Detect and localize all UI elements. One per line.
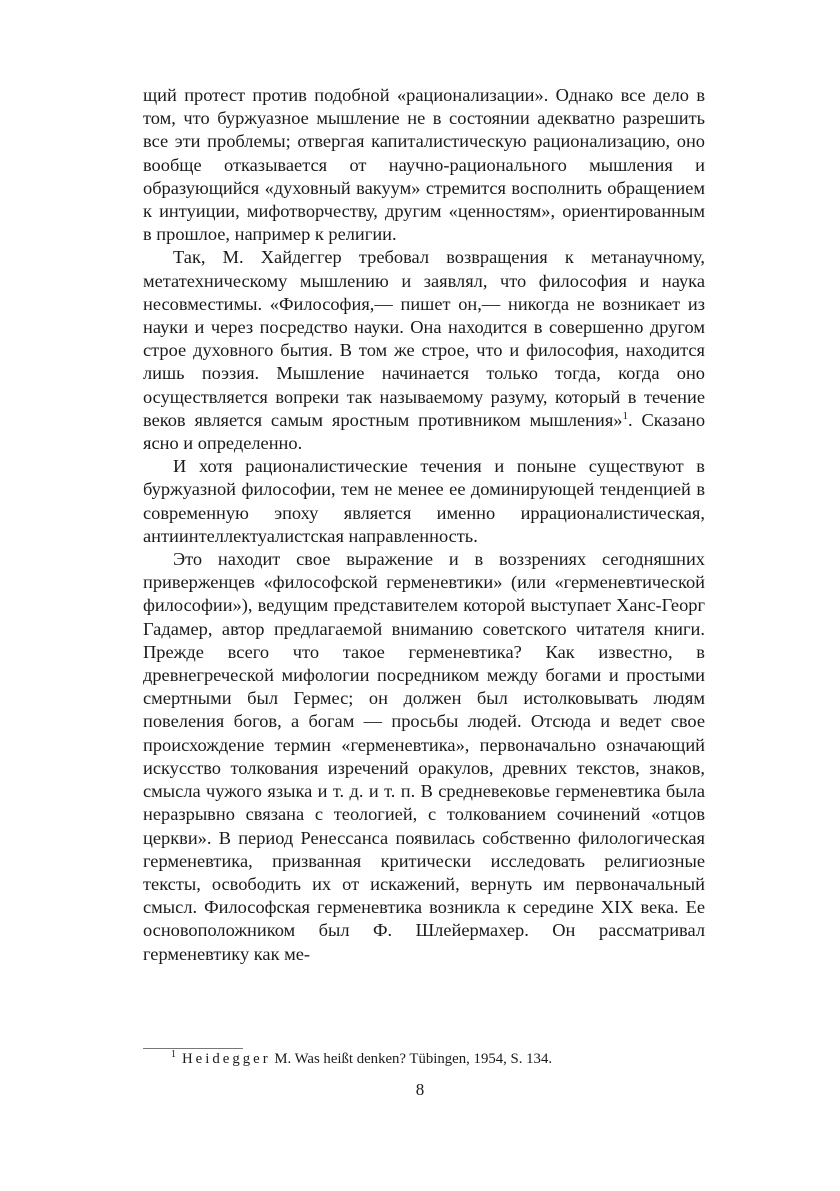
paragraph-1-text: щий протест против подобной «рационализации». Однако все дело в том, что буржуазное мышление не в состоянии адекватно разрешить все эти проблемы; отвергая капиталистическую рационализацию, оно вообще отказывается от научно-рационального мышления и образующийся «духовный вакуум» стремится восполнить обращением к интуиции, мифотворчеству, другим «ценностям», ориентированным в прошлое, например к религии. — [143, 85, 705, 245]
footnote-author: Heidegger — [182, 1051, 271, 1067]
footnote-reference: 1 — [622, 409, 629, 422]
paragraph-3-text: И хотя рационалистические течения и поныне существуют в буржуазной философии, тем не менее ее доминирующей тенденцией в современную эпоху является именно иррационалистическая, антиинтеллектуалистская направленность. — [143, 456, 705, 546]
paragraph-4 — [143, 548, 705, 966]
paragraph-2 — [143, 246, 705, 455]
paragraph-2-tail: . Сказано ясно и определенно. — [143, 409, 706, 454]
page-content — [143, 84, 705, 966]
footnote — [171, 1049, 711, 1069]
footnote-mark: 1 — [171, 1049, 176, 1061]
footnote-citation: M. Was heißt denken? Tübingen, 1954, S. 134. — [270, 1051, 553, 1067]
paragraph-1 — [143, 84, 705, 246]
body-text — [143, 84, 705, 966]
paragraph-4-text: Это находит свое выражение и в воззрениях сегодняшних приверженцев «философской герменевтики» (или «герменевтической философии»), ведущим представителем которой выступает Ханс-Георг Гадамер, автор предлагаемой вниманию советского читателя книги. Прежде всего что такое герменевтика? Как известно, в древнегреческой мифологии посредником между богами и простыми смертными был Гермес; он должен был истолковывать людям повеления богов, а богам — просьбы людей. Отсюда и ведет свое происхождение термин «герменевтика», первоначально означающий искусство толкования изречений оракулов, древних текстов, знаков, смысла чужого языка и т. д. и т. п. В средневековье герменевтика была неразрывно связана с теологией, с толкованием сочинений «отцов церкви». В период Ренессанса появилась собственно филологическая герменевтика, призванная критически исследовать религиозные тексты, освободить их от искажений, вернуть им первоначальный смысл. Философская герменевтика возникла к середине XIX века. Ее основоположником был Ф. Шлейермахер. Он рассматривал герменевтику как ме- — [143, 549, 705, 964]
page-number: 8 — [415, 1080, 425, 1099]
paragraph-3 — [143, 455, 705, 548]
paragraph-2-text: Так, М. Хайдеггер требовал возвращения к метанаучному, метатехническому мышлению и заявлял, что философия и наука несовместимы. «Философия,— пишет он,— никогда не возникает из науки и через посредство науки. Она находится в совершенно другом строе духовного бытия. В том же строе, что и философия, находится лишь поэзия. Мышление начинается только тогда, когда оно осуществляется вопреки так называемому разуму, который в течение веков является самым яростным противником мышления» — [143, 247, 705, 430]
